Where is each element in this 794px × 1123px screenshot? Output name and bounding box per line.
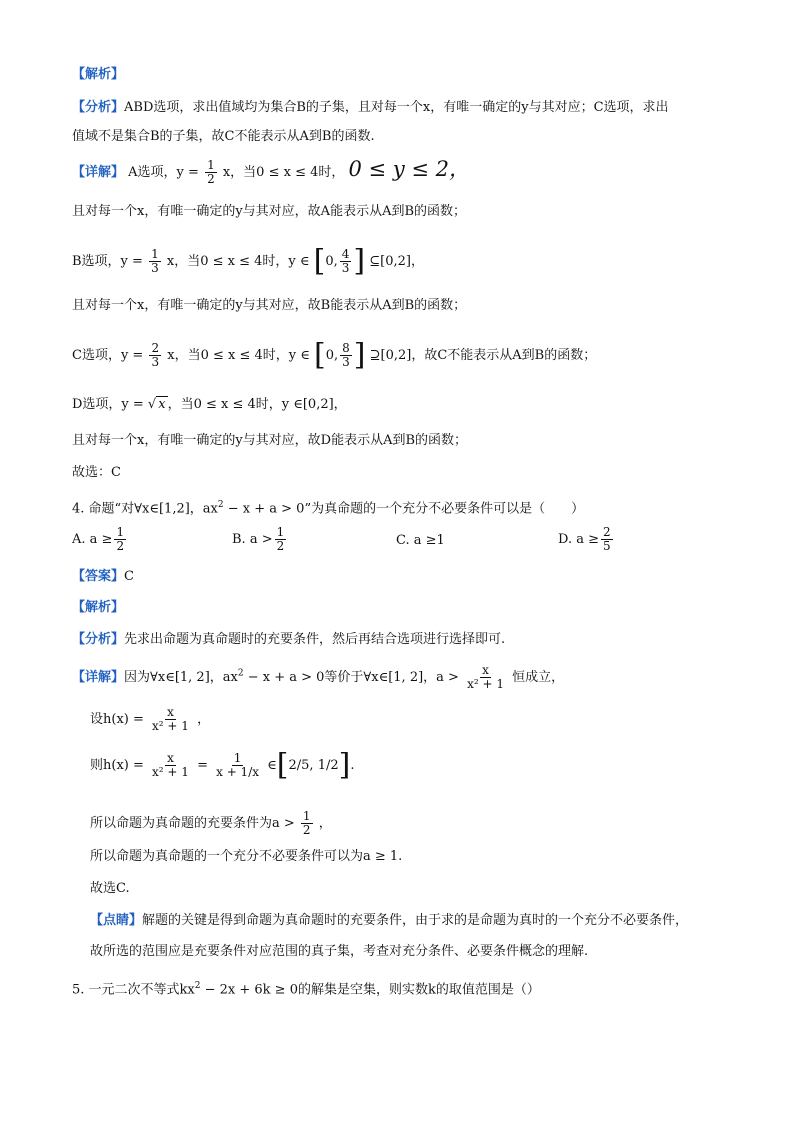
fraction-eight-thirds: $\frac{8}{3}$ [342, 341, 350, 369]
dianjing-tag: 【点睛】 [90, 913, 143, 928]
a-condition: x，当0 ≤ x ≤ 4时， [222, 165, 345, 180]
analysis-heading: 【解析】 [72, 67, 125, 82]
xiangjie-a-line [72, 159, 470, 186]
b-pre: B选项，y = [72, 254, 143, 269]
guxuan-line: 故选C. [90, 881, 130, 896]
fenxi-text-1: ABD选项，求出值域均为集合B的子集，且对每一个x，有唯一确定的y与其对应；C选项，求出 [124, 100, 669, 115]
dianjing-line-1: 【点睛】解题的关键是得到命题为真命题时的充要条件，由于求的是命题为真时的一个充分不必要条件， [90, 913, 689, 928]
answer-choice-1: 故选：C [72, 465, 121, 480]
xj2-end: 恒成立， [512, 670, 565, 685]
set-h-line: 设h(x) = $\frac{x}{\text{x² + 1}}$ ， [90, 705, 211, 733]
suoyi-1-line: 所以命题为真命题的充要条件为a > $\frac{1}{2}$ ， [90, 809, 332, 837]
c-end: ⊇[0,2]，故C不能表示从A到B的函数； [369, 348, 597, 363]
fenxi-tag: 【分析】 [72, 100, 125, 115]
xj2-mid: − x + a > 0等价于∀x∈[1, 2]，a > [243, 670, 459, 685]
b-option-line: B选项，y = $\frac{1}{3}$ x，当0 ≤ x ≤ 4时，y ∈ [0, $\frac{4}{3}$ ] ⊆[0,2]， [72, 243, 424, 279]
xiangjie-tag: 【详解】 [72, 165, 125, 180]
d-mid: ，当0 ≤ x ≤ 4时，y ∈[0,2]， [167, 397, 347, 412]
b-line-2: 且对每一个x，有唯一确定的y与其对应，故B能表示从A到B的函数； [72, 298, 467, 313]
q4-post: − x + a > 0”为真命题的一个充分不必要条件可以是（ ） [223, 501, 585, 517]
fenxi-line-2: 值域不是集合B的子集，故C不能表示从A到B的函数. [72, 129, 375, 144]
suoyi-2-line: 所以命题为真命题的一个充分不必要条件可以为a ≥ 1. [90, 849, 403, 864]
dianjing-line-2: 故所选的范围应是充要条件对应范围的真子集，考查对充分条件、必要条件概念的理解. [90, 944, 589, 959]
xj2-pre: 因为∀x∈[1, 2]，ax [124, 670, 238, 685]
fraction-four-thirds: $\frac{4}{3}$ [341, 247, 350, 275]
d-pre: D选项，y = [72, 397, 144, 412]
then-h-line: 则h(x) = $\frac{x}{\text{x² + 1}}$ = $\frac{1}{x + 1/x}$ ∈[2/5, 1/2]. [90, 747, 355, 783]
analysis-heading-2: 【解析】 [72, 600, 125, 615]
question-4: 4. 命题“对∀x∈[1,2]，$ax^2 - x + a > 0$”为真命题的一个充分不必要条件可以是（ ） [72, 500, 585, 517]
xiangjie-2-tag: 【详解】 [72, 670, 125, 685]
fraction-one-third: $\frac{1}{3}$ [151, 247, 159, 275]
c-option-line: C选项，y = $\frac{2}{3}$ x，当0 ≤ x ≤ 4时，y ∈ [0, $\frac{8}{3}$ ] ⊇[0,2]，故C不能表示从A到B的函数； [72, 337, 597, 373]
c-mid: x，当0 ≤ x ≤ 4时，y ∈ [167, 348, 310, 363]
fraction-two-thirds: $\frac{2}{3}$ [151, 341, 160, 369]
a-line-2: 且对每一个x，有唯一确定的y与其对应，故A能表示从A到B的函数； [72, 204, 467, 219]
q4-option-a: A. a ≥ $\frac{1}{2}$ [72, 525, 125, 553]
d-option-line: D选项，y = √ x ，当0 ≤ x ≤ 4时，y ∈[0,2]， [72, 397, 347, 412]
answer-tag: 【答案】 [72, 569, 125, 584]
b-end: ⊆[0,2]， [369, 254, 424, 269]
q4-option-d: D. a ≥ $\frac{2}{5}$ [558, 525, 611, 553]
fenxi-2-text: 先求出命题为真命题时的充要条件，然后再结合选项进行选择即可. [124, 632, 506, 647]
sqrt-x: x [158, 397, 166, 412]
fenxi-2-tag: 【分析】 [72, 632, 125, 647]
q4-option-b: B. a > $\frac{1}{2}$ [232, 525, 285, 553]
q4-pre: 4. 命题“对∀x∈[1,2]，ax [72, 501, 218, 517]
xiangjie-2-line: 【详解】因为∀x∈[1, 2]，$ax^2 - x + a > 0$等价于∀x∈[1, 2]，a > $\frac{x}{\text{x² + 1}}$ 恒成立， [72, 663, 565, 691]
q4-option-c: C. a ≥1 [396, 533, 445, 548]
d-line-2: 且对每一个x，有唯一确定的y与其对应，故D能表示从A到B的函数； [72, 433, 468, 448]
answer-value: C [124, 569, 134, 584]
fraction-one-half: $\frac{1}{2}$ [207, 158, 215, 186]
answer-line [72, 568, 134, 586]
fenxi-2-line [72, 631, 505, 649]
question-5: 5. 一元二次不等式$kx^2 - 2x + 6k \ge 0$的解集是空集，则实数k的取值范围是（） [72, 981, 540, 998]
fenxi-line-1 [72, 99, 669, 117]
b-mid: x，当0 ≤ x ≤ 4时，y ∈ [166, 254, 310, 269]
a-option-text: A选项，y = [128, 165, 199, 180]
a-range: 0 ≤ y ≤ 2， [348, 157, 470, 181]
c-pre: C选项，y = [72, 348, 144, 363]
